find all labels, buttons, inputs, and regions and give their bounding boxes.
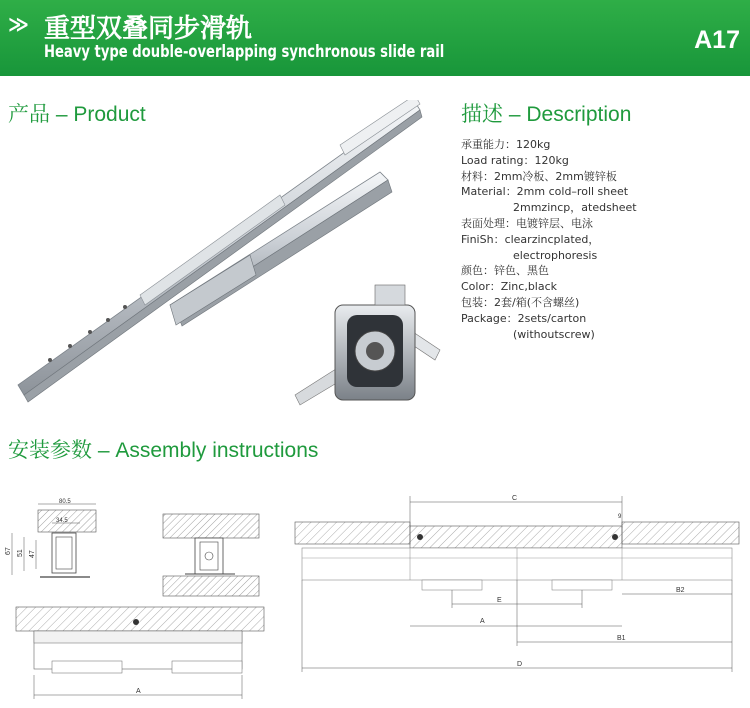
dim-b1: B1	[617, 635, 626, 642]
dim-9: 9	[618, 514, 622, 520]
desc-line: (withoutscrew)	[513, 327, 595, 341]
dim-47: 47	[29, 550, 36, 558]
desc-line: Material：2mm cold–roll sheet	[461, 185, 629, 199]
dim-67: 67	[5, 547, 12, 555]
description-list	[461, 137, 741, 342]
double-chevron-icon: ≫	[8, 12, 26, 36]
side-elevation-right	[292, 490, 742, 700]
desc-line: Color：Zinc,black	[461, 280, 558, 294]
dim-80-5: 80.5	[59, 499, 71, 505]
desc-line: Package：2sets/carton	[461, 311, 587, 325]
title-english: Heavy type double-overlapping synchronous slide rail	[44, 42, 445, 62]
side-elevation-left	[12, 605, 267, 705]
desc-line: 材料：2mm冷板、2mm镀锌板	[461, 169, 617, 183]
cross-section-drawing	[0, 495, 135, 585]
desc-line: 2mmzincp，atedsheet	[513, 201, 637, 215]
dim-b2: B2	[676, 587, 685, 594]
desc-line: FiniSh：clearzincplated，	[461, 232, 600, 246]
dim-51: 51	[17, 549, 24, 557]
dim-e: E	[497, 597, 502, 604]
product-image	[10, 100, 450, 410]
desc-line: 颜色：锌色、黑色	[461, 264, 549, 278]
header-banner	[0, 0, 750, 76]
title-chinese: 重型双叠同步滑轨	[44, 14, 253, 44]
desc-line: electrophoresis	[513, 248, 598, 262]
desc-line: 表面处理：电镀锌层、电泳	[461, 216, 593, 230]
product-heading: 产品 – Product	[8, 103, 146, 126]
description-heading: 描述 – Description	[461, 103, 632, 126]
dim-34-5: 34.5	[56, 518, 68, 524]
desc-line: 包装：2套/箱(不含螺丝)	[461, 295, 580, 309]
mounting-section-drawing	[155, 510, 265, 600]
dim-a-left: A	[136, 688, 141, 695]
dim-d: D	[517, 661, 523, 668]
dim-c: C	[512, 495, 518, 502]
dim-a-right: A	[480, 618, 485, 625]
desc-line: Load rating：120kg	[461, 153, 569, 167]
model-code: A17	[694, 26, 740, 54]
assembly-heading: 安装参数 – Assembly instructions	[8, 439, 319, 462]
desc-line: 承重能力：120kg	[461, 138, 551, 151]
